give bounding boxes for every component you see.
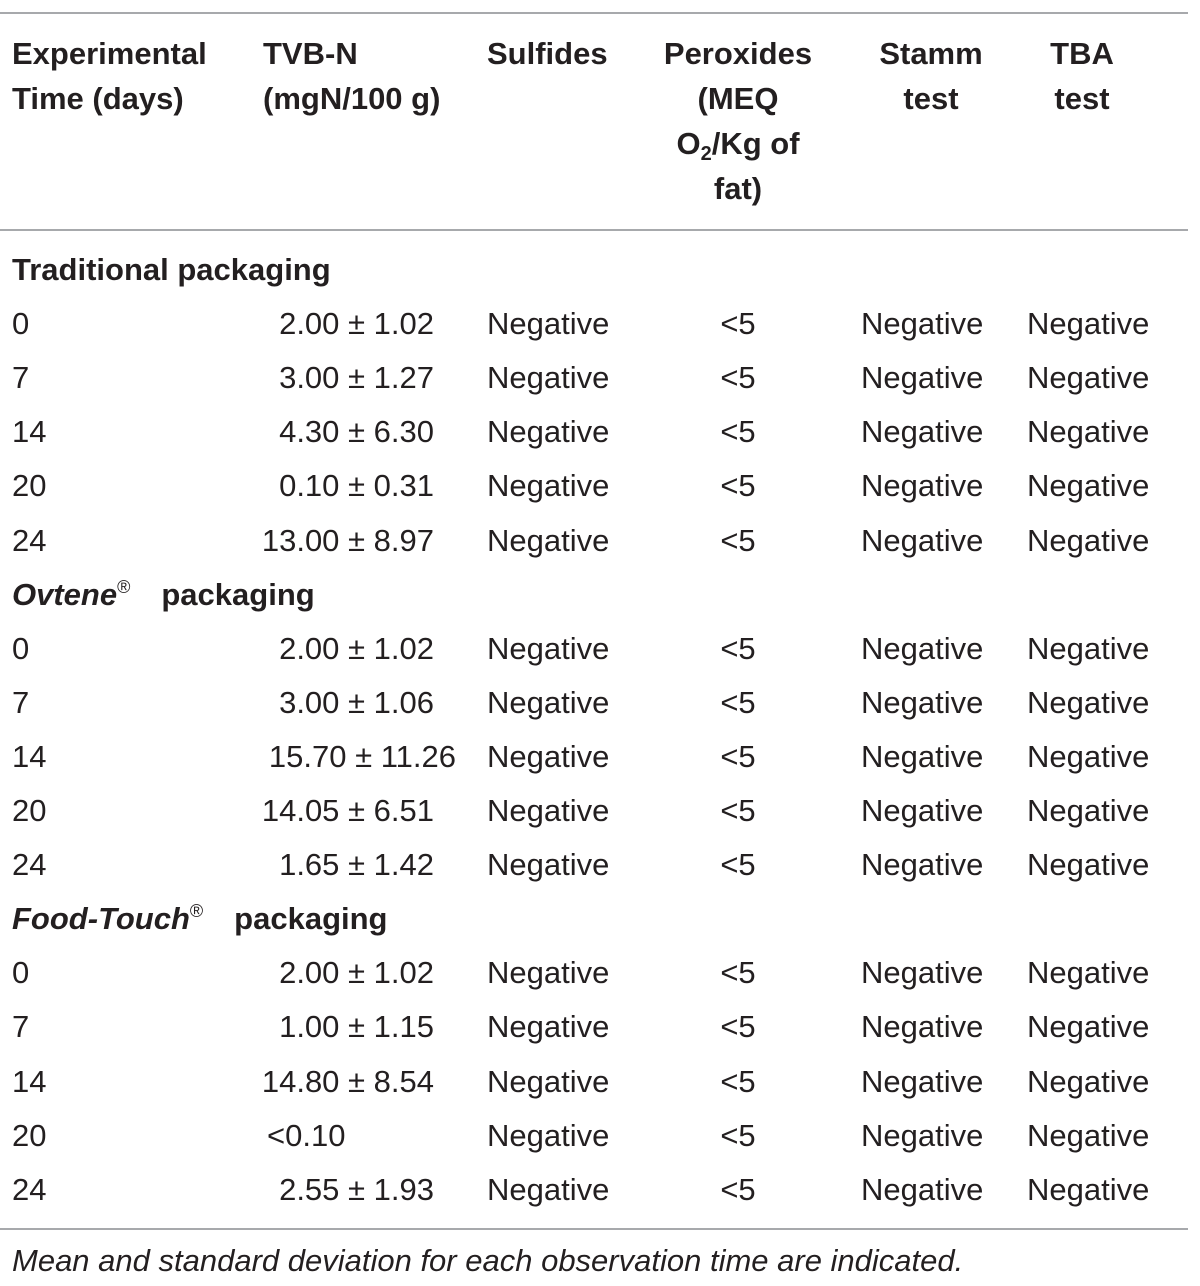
- cell-peroxides: <5: [720, 793, 756, 828]
- cell-stamm: Negative: [861, 1063, 984, 1099]
- cell-time: 24: [12, 847, 47, 883]
- cell-peroxides: <5: [720, 468, 756, 504]
- cell-tba: Negative: [1027, 522, 1150, 558]
- cell-tvbn: 14.80 ± 8.54: [261, 1063, 434, 1099]
- cell-peroxides: <5: [720, 738, 756, 774]
- header-bottom-rule: [0, 229, 1188, 231]
- table-bottom-rule: [0, 1228, 1188, 1230]
- header-stamm-test: [868, 31, 994, 121]
- header-sulfides: Sulfides: [487, 36, 608, 71]
- header-experimental-time: [12, 31, 207, 121]
- cell-stamm: Negative: [861, 630, 984, 666]
- cell-peroxides: <5: [720, 522, 756, 558]
- cell-tvbn: 2.55 ± 1.93: [279, 1171, 434, 1207]
- cell-peroxides: <5: [720, 1171, 756, 1207]
- cell-tba: Negative: [1027, 1171, 1150, 1207]
- cell-sulfides: Negative: [487, 1063, 610, 1099]
- cell-sulfides: Negative: [487, 306, 610, 342]
- cell-tvbn: 2.00 ± 1.02: [279, 955, 434, 991]
- cell-peroxides: <5: [720, 414, 756, 450]
- section-name: packaging: [234, 901, 388, 937]
- cell-stamm: Negative: [861, 522, 984, 558]
- cell-peroxides: <5: [720, 955, 756, 991]
- cell-time: 24: [12, 1171, 47, 1207]
- cell-sulfides: Negative: [487, 414, 610, 450]
- cell-peroxides: <5: [720, 684, 756, 720]
- cell-tvbn: 1.65 ± 1.42: [279, 847, 434, 883]
- section-name: Traditional packaging: [12, 252, 331, 287]
- cell-sulfides: Negative: [487, 522, 610, 558]
- cell-sulfides: Negative: [487, 684, 610, 720]
- cell-time: 7: [12, 684, 30, 720]
- section-heading: [12, 896, 388, 941]
- header-time-line-1: Experimental: [12, 36, 207, 71]
- header-stamm-line-2: test: [903, 81, 959, 116]
- cell-time: 24: [12, 522, 47, 558]
- cell-stamm: Negative: [861, 1171, 984, 1207]
- header-peroxides: [652, 31, 824, 211]
- cell-time: 20: [12, 468, 47, 504]
- cell-sulfides: Negative: [487, 955, 610, 991]
- cell-stamm: Negative: [861, 738, 984, 774]
- header-tba-line-2: test: [1054, 81, 1110, 116]
- cell-tvbn: <0.10: [267, 1117, 346, 1153]
- cell-tvbn: 3.00 ± 1.06: [279, 684, 434, 720]
- header-time-line-2: Time (days): [12, 81, 184, 116]
- cell-stamm: Negative: [861, 1009, 984, 1045]
- cell-time: 7: [12, 360, 30, 396]
- cell-sulfides: Negative: [487, 738, 610, 774]
- section-name: packaging: [161, 576, 315, 612]
- cell-peroxides: <5: [720, 306, 756, 342]
- cell-peroxides: <5: [720, 360, 756, 396]
- cell-peroxides: <5: [720, 1009, 756, 1045]
- cell-stamm: Negative: [861, 360, 984, 396]
- cell-sulfides: Negative: [487, 1117, 610, 1153]
- cell-tba: Negative: [1027, 1009, 1150, 1045]
- cell-sulfides: Negative: [487, 1171, 610, 1207]
- cell-sulfides: Negative: [487, 847, 610, 883]
- cell-stamm: Negative: [861, 684, 984, 720]
- cell-tvbn: 3.00 ± 1.27: [279, 360, 434, 396]
- cell-tvbn: 2.00 ± 1.02: [279, 306, 434, 342]
- cell-tvbn: 15.70 ± 11.26: [268, 738, 456, 774]
- cell-sulfides: Negative: [487, 630, 610, 666]
- cell-stamm: Negative: [861, 847, 984, 883]
- cell-time: 20: [12, 1117, 47, 1153]
- header-tba-line-1: TBA: [1050, 36, 1114, 71]
- cell-peroxides: <5: [720, 847, 756, 883]
- cell-time: 14: [12, 414, 47, 450]
- cell-tvbn: 2.00 ± 1.02: [279, 630, 434, 666]
- cell-sulfides: Negative: [487, 360, 610, 396]
- header-tvbn-line-1: TVB-N: [263, 36, 358, 71]
- cell-tvbn: 4.30 ± 6.30: [279, 414, 434, 450]
- cell-tba: Negative: [1027, 414, 1150, 450]
- registered-mark: ®: [117, 576, 131, 597]
- section-name-italic: Food-Touch: [12, 901, 190, 937]
- cell-tba: Negative: [1027, 1117, 1150, 1153]
- registered-mark: ®: [189, 901, 204, 922]
- cell-tvbn: 0.10 ± 0.31: [279, 468, 434, 504]
- cell-tba: Negative: [1027, 684, 1150, 720]
- cell-sulfides: Negative: [487, 1009, 610, 1045]
- cell-tvbn: 1.00 ± 1.15: [279, 1009, 434, 1045]
- cell-stamm: Negative: [861, 414, 984, 450]
- cell-tvbn: 13.00 ± 8.97: [261, 522, 434, 558]
- header-peroxides-part-a: Peroxides (MEQ: [663, 36, 813, 116]
- cell-tba: Negative: [1027, 468, 1150, 504]
- header-peroxides-part-b: /Kg of fat): [711, 126, 800, 206]
- cell-time: 0: [12, 306, 30, 342]
- cell-peroxides: <5: [720, 630, 756, 666]
- cell-tba: Negative: [1027, 1063, 1150, 1099]
- cell-tba: Negative: [1027, 847, 1150, 883]
- cell-tba: Negative: [1027, 793, 1150, 828]
- cell-tba: Negative: [1027, 738, 1150, 774]
- cell-time: 14: [12, 1063, 47, 1099]
- cell-time: 14: [12, 738, 47, 774]
- cell-peroxides: <5: [720, 1063, 756, 1099]
- header-tvbn: [263, 31, 440, 121]
- cell-tba: Negative: [1027, 306, 1150, 342]
- header-peroxides-subscript: 2: [700, 143, 712, 165]
- cell-stamm: Negative: [861, 306, 984, 342]
- cell-tba: Negative: [1027, 630, 1150, 666]
- section-name-italic: Ovtene: [12, 576, 118, 612]
- cell-time: 0: [12, 630, 30, 666]
- section-heading: [12, 247, 331, 292]
- cell-tba: Negative: [1027, 955, 1150, 991]
- header-stamm-line-1: Stamm: [879, 36, 983, 71]
- cell-stamm: Negative: [861, 955, 984, 991]
- table-footnote: Mean and standard deviation for each observation time are indicated.: [12, 1243, 964, 1278]
- cell-tvbn: 14.05 ± 6.51: [261, 793, 434, 828]
- section-heading: [12, 572, 315, 617]
- header-tvbn-line-2: (mgN/100 g): [263, 81, 441, 116]
- header-peroxides-oxygen: O: [676, 126, 701, 161]
- cell-time: 7: [12, 1009, 30, 1045]
- cell-tba: Negative: [1027, 360, 1150, 396]
- cell-time: 20: [12, 793, 47, 828]
- cell-peroxides: <5: [720, 1117, 756, 1153]
- cell-stamm: Negative: [861, 1117, 984, 1153]
- cell-time: 0: [12, 955, 30, 991]
- cell-sulfides: Negative: [487, 468, 610, 504]
- cell-stamm: Negative: [861, 468, 984, 504]
- header-tba-test: [1030, 31, 1134, 121]
- cell-stamm: Negative: [861, 793, 984, 828]
- cell-sulfides: Negative: [487, 793, 610, 828]
- table-top-rule: [0, 12, 1188, 14]
